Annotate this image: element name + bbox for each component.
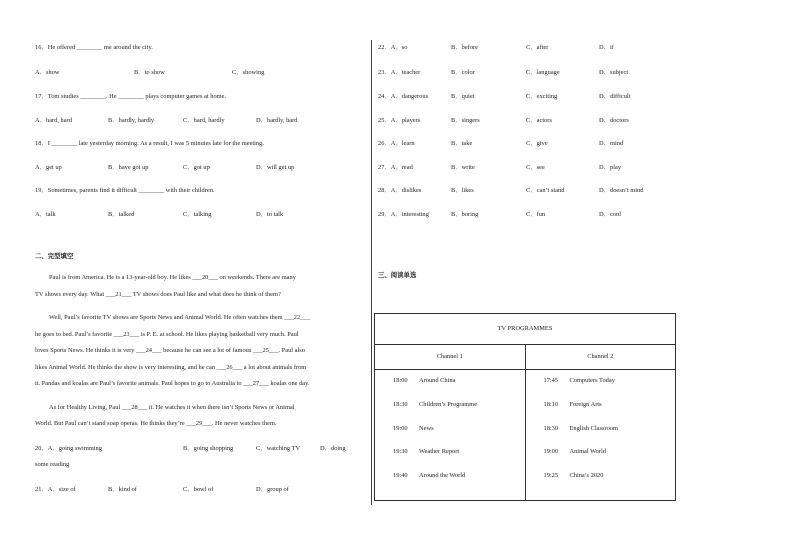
programme-time: 19:30 <box>393 448 408 455</box>
option-20b: B．going shopping <box>183 445 234 452</box>
passage-line: loves Sports News. He thinks it is very ___24___ because he can see a lot of famous ___25___. Paul also <box>35 347 305 354</box>
programme-name: Animal World <box>569 448 606 455</box>
option-22b: B．before <box>451 44 478 51</box>
tv-programmes-table <box>374 313 676 501</box>
option-17a: A．hard, hard <box>35 117 72 124</box>
programme-row <box>393 448 459 456</box>
passage-line: As for Healthy Living, Paul ___28___ it. He watches it when there isn’t Sports News or Animal <box>49 404 295 411</box>
programme-name: Weather Report <box>419 448 460 455</box>
option-17c: C．hard, hardly <box>183 117 225 124</box>
option-21d: D．group of <box>256 486 289 493</box>
option-18b: B．have got up <box>108 164 149 171</box>
option-25c: C．actors <box>526 117 552 124</box>
programme-row <box>393 377 455 385</box>
section-3-title: 三、阅读单选 <box>378 271 417 279</box>
programme-row <box>393 401 477 409</box>
column-divider <box>371 40 372 505</box>
question-17: 17．Tom studies ________. He ________ plays computer games at home. <box>35 93 227 100</box>
option-25b: B．singers <box>451 117 480 124</box>
option-25d: D．doctors <box>599 117 629 124</box>
option-25a: 25．A．players <box>378 117 421 124</box>
programme-name: Computers Today <box>569 377 615 384</box>
passage-line: TV shows every day. What ___21___ TV shows does Paul like and what does he think of them? <box>35 291 281 298</box>
programme-name: English Classroom <box>569 425 618 432</box>
passage-line: it. Pandas and koalas are Paul’s favorite animals. Paul hopes to go to Australia to ___27___ koalas one day. <box>35 380 310 387</box>
programme-time: 19:25 <box>543 472 559 479</box>
programme-time: 18:00 <box>393 377 408 384</box>
option-28d: D．doesn’t mind <box>599 187 644 194</box>
option-21b: B．kind of <box>108 486 137 493</box>
programme-row <box>544 425 618 433</box>
option-21c: C．bowl of <box>183 486 214 493</box>
option-24a: 24．A．dangerous <box>378 93 429 100</box>
passage-line: Well, Paul’s favorite TV shows are Sports News and Animal World. He often watches them ___22___ <box>49 314 310 321</box>
channel-1-programmes <box>375 370 526 501</box>
channel-2-programmes <box>525 370 676 501</box>
passage-line: likes Animal World. He thinks the show is very interesting, and he can ___26___ a lot about animals from <box>35 364 307 371</box>
programme-name: Around the World <box>419 472 466 479</box>
option-21a: 21．A．size of <box>35 486 76 493</box>
option-29c: C．fun <box>526 211 546 218</box>
option-22c: C．after <box>526 44 549 51</box>
option-28a: 28．A．dislikes <box>378 187 422 194</box>
channel-2-header: Channel 2 <box>525 345 676 370</box>
option-19c: C．talking <box>183 211 212 218</box>
option-29a: 29．A．interesting <box>378 211 429 218</box>
programme-time: 18:10 <box>543 401 559 408</box>
option-19d: D．to talk <box>256 211 284 218</box>
question-18: 18．I ________ late yesterday morning. As a result, I was 5 minutes late for the meeting. <box>35 140 264 147</box>
option-26d: D．mind <box>599 140 624 147</box>
option-27b: B．write <box>451 164 475 171</box>
option-17d: D．hardly, hard <box>256 117 298 124</box>
option-22d: D．if <box>599 44 614 51</box>
option-20c: C．watching TV <box>256 445 301 452</box>
option-29b: B．boring <box>451 211 479 218</box>
option-27a: 27．A．read <box>378 164 413 171</box>
question-16: 16．He offered ________ me around the city. <box>35 44 153 51</box>
option-28b: B．likes <box>451 187 474 194</box>
option-16c: C．showing <box>232 69 265 76</box>
option-23d: D．subject <box>599 69 629 76</box>
option-20d-cont: some reading <box>35 461 70 468</box>
option-24c: C．exciting <box>526 93 558 100</box>
programme-time: 19:00 <box>393 425 408 432</box>
option-27c: C．see <box>526 164 545 171</box>
option-19a: A．talk <box>35 211 56 218</box>
programme-time: 17:45 <box>543 377 559 384</box>
option-26b: B．take <box>451 140 473 147</box>
option-16a: A．show <box>35 69 60 76</box>
programme-time: 19:40 <box>393 472 408 479</box>
option-26a: 26．A．learn <box>378 140 415 147</box>
option-17b: B．hardly, hardly <box>108 117 155 124</box>
option-20d: D．doing <box>320 445 346 452</box>
programme-time: 19:00 <box>543 448 559 455</box>
option-23c: C．language <box>526 69 560 76</box>
programme-name: Children’s Programme <box>419 401 478 408</box>
tv-table-title: TV PROGRAMMES <box>375 314 676 345</box>
option-24b: B．quiet <box>451 93 475 100</box>
programme-row <box>393 472 465 480</box>
programme-name: Foreign Arts <box>569 401 602 408</box>
channel-1-header: Channel 1 <box>375 345 526 370</box>
option-23a: 23．A．teacher <box>378 69 421 76</box>
option-22a: 22．A．so <box>378 44 408 51</box>
option-28c: C．can’t stand <box>526 187 565 194</box>
passage-line: he goes to bed. Paul’s favorite ___23___ is P. E. at school. He likes playing basketball very much. Paul <box>35 331 299 338</box>
programme-row <box>544 448 606 456</box>
option-24d: D．difficult <box>599 93 631 100</box>
passage-line: World. But Paul can’t stand soap operas. He thinks they’re ___29___. He never watches them. <box>35 420 277 427</box>
section-2-title: 二、完型填空 <box>35 252 74 260</box>
programme-name: China’s 2020 <box>569 472 604 479</box>
option-18d: D．will get up <box>256 164 295 171</box>
programme-row <box>544 377 615 385</box>
option-29d: D．cool <box>599 211 622 218</box>
programme-row <box>544 401 602 409</box>
option-18c: C．got up <box>183 164 210 171</box>
option-23b: B．color <box>451 69 475 76</box>
programme-name: News <box>419 425 434 432</box>
programme-row <box>393 425 434 433</box>
option-16b: B．to show <box>134 69 165 76</box>
programme-row <box>544 472 604 480</box>
programme-time: 18:30 <box>543 425 559 432</box>
programme-time: 18:30 <box>393 401 408 408</box>
option-18a: A．get up <box>35 164 62 171</box>
option-20a: 20．A．going swimming <box>35 445 102 452</box>
passage-line: Paul is from America. He is a 13-year-old boy. He likes ___20___ on weekends. There are many <box>49 274 296 281</box>
option-26c: C．give <box>526 140 548 147</box>
option-27d: D．play <box>599 164 622 171</box>
option-19b: B．talked <box>108 211 135 218</box>
question-19: 19．Sometimes, parents find it difficult ________ with their children. <box>35 187 215 194</box>
programme-name: Around China <box>419 377 456 384</box>
